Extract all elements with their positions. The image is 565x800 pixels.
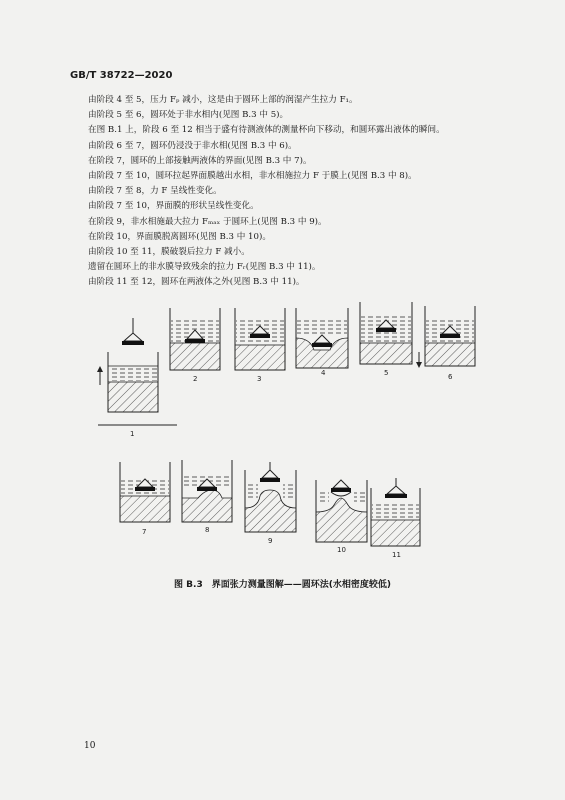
panel-number: 4: [321, 369, 326, 377]
panel-1: [97, 318, 177, 425]
panel-10: [316, 480, 367, 542]
text-line: 由阶段 10 至 11，膜破裂后拉力 F 减小。: [88, 247, 250, 258]
panel-9: [245, 462, 296, 532]
text-line: 由阶段 5 至 6，圆环处于非水相内(见图 B.3 中 5)。: [88, 110, 289, 121]
panel-number: 11: [392, 551, 401, 559]
panel-number: 5: [384, 369, 389, 377]
panel-number: 9: [268, 537, 273, 545]
text-line: 在阶段 10，界面膜脱离圆环(见图 B.3 中 10)。: [88, 231, 271, 242]
text-line: 遗留在圆环上的非水膜导致残余的拉力 Fᵣ(见图 B.3 中 11)。: [88, 262, 321, 273]
panel-number: 8: [205, 526, 210, 534]
panel-5: [360, 302, 412, 364]
panel-6: [416, 306, 475, 368]
text-line: 由阶段 4 至 5，压力 Fₚ 减小，这是由于圆环上部的润湿产生拉力 F₁。: [88, 95, 358, 105]
text-line: 在阶段 7，圆环的上部接触两液体的界面(见图 B.3 中 7)。: [88, 155, 312, 166]
panel-number: 2: [193, 375, 198, 383]
panel-number: 7: [142, 528, 147, 536]
text-line: 由阶段 7 至 10，界面膜的形状呈线性变化。: [88, 201, 259, 212]
text-line: 由阶段 6 至 7，圆环仍浸没于非水相(见图 B.3 中 6)。: [88, 140, 297, 151]
text-line: 由阶段 7 至 10，圆环拉起界面膜越出水相，非水相施拉力 F 于膜上(见图 B.3 中 8)。: [88, 171, 417, 182]
panel-7: [120, 462, 170, 522]
text-line: 由阶段 11 至 12，圆环在两液体之外(见图 B.3 中 11)。: [88, 277, 305, 288]
panel-11: [371, 478, 420, 546]
panel-number: 6: [448, 373, 453, 381]
panel-number: 3: [257, 375, 262, 383]
page-number: 10: [84, 741, 96, 751]
standard-code: GB/T 38722—2020: [70, 70, 173, 81]
text-line: 在阶段 9，非水相施最大拉力 Fₘₐₓ 于圆环上(见图 B.3 中 9)。: [88, 216, 327, 227]
panel-8: [182, 460, 232, 522]
panel-4: [296, 308, 348, 368]
figure-caption: 图 B.3 界面张力测量图解——圆环法(水相密度较低): [174, 580, 391, 590]
text-line: 由阶段 7 至 8，力 F 呈线性变化。: [88, 186, 222, 197]
text-line: 在图 B.1 上，阶段 6 至 12 相当于盛有待测液体的测量杯向下移动，和圆环露出液体的瞬间。: [88, 125, 445, 136]
panel-number: 10: [337, 546, 346, 554]
panel-2: [170, 308, 220, 370]
panel-3: [235, 308, 285, 370]
panel-number: 1: [130, 430, 135, 438]
